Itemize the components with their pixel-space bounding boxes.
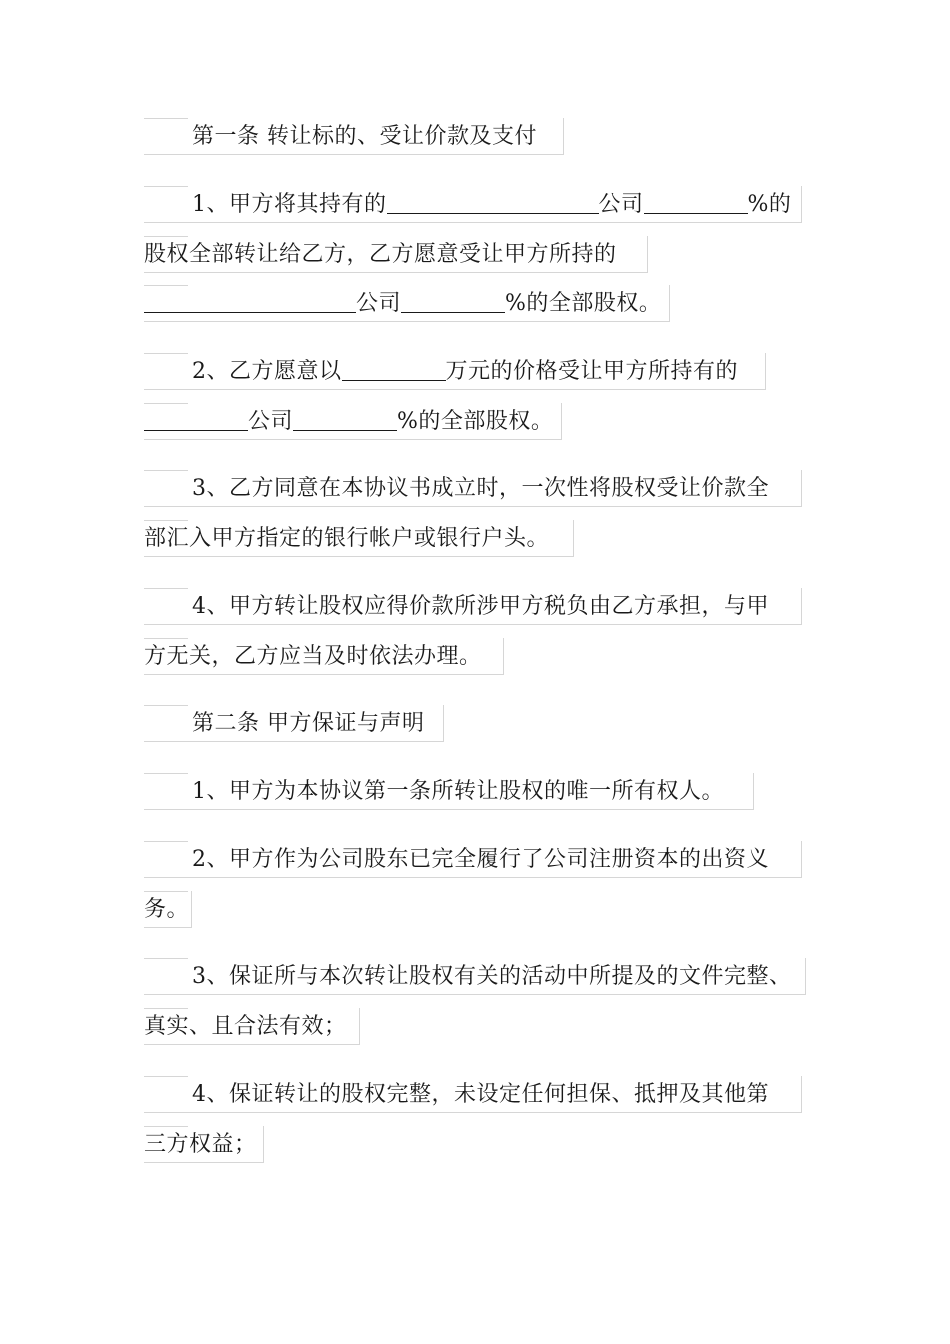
a2-p3-line1-text: 3、保证所与本次转让股权有关的活动中所提及的文件完整、 [192,964,792,989]
article1-p1-line2 [144,236,648,273]
blank-company-name[interactable] [144,406,248,431]
p4-line2-text: 方无关，乙方应当及时依法办理。 [144,644,482,669]
article1-heading [144,118,564,155]
p2-text-a: 2、乙方愿意以 [192,359,342,384]
article1-p3-line2 [144,520,574,557]
p4-line1-text: 4、甲方转让股权应得价款所涉甲方税负由乙方承担，与甲 [192,594,769,619]
article2-heading-text: 第二条 甲方保证与声明 [192,711,425,736]
article1-p3-line1 [144,470,802,507]
blank-company-name[interactable] [387,189,599,214]
a2-p2-line1-text: 2、甲方作为公司股东已完全履行了公司注册资本的出资义 [192,847,769,872]
blank-percent[interactable] [293,406,397,431]
p1-text-d: 公司 [356,291,402,316]
article2-p2-line1 [144,841,802,878]
p2-text-b: 万元的价格受让甲方所持有的 [445,359,739,384]
article1-heading-text: 第一条 转让标的、受让价款及支付 [192,124,537,149]
blank-company-name[interactable] [144,288,356,313]
p1-line2-text: 股权全部转让给乙方，乙方愿意受让甲方所持的 [144,242,617,267]
blank-percent[interactable] [644,189,748,214]
article1-p1-line1 [144,186,802,223]
p1-text-b: 公司 [598,192,644,217]
p2-text-d: %的全部股权。 [397,409,554,434]
article2-p2-line2 [144,891,192,928]
article2-p3-line2 [144,1008,360,1045]
a2-p1-line1-text: 1、甲方为本协议第一条所转让股权的唯一所有权人。 [192,779,724,804]
article1-p2-line1 [144,353,766,390]
p1-text-a: 1、甲方将其持有的 [192,192,387,217]
a2-p2-line2-text: 务。 [144,897,190,922]
article1-p2-line2 [144,403,562,440]
p3-line1-text: 3、乙方同意在本协议书成立时，一次性将股权受让价款全 [192,476,769,501]
blank-percent[interactable] [401,288,505,313]
article1-p4-line2 [144,638,504,675]
p2-text-c: 公司 [248,409,294,434]
blank-price[interactable] [342,356,446,381]
article1-p1-line3 [144,285,670,322]
p1-text-c: %的 [747,192,792,217]
p3-line2-text: 部汇入甲方指定的银行帐户或银行户头。 [144,526,550,551]
a2-p4-line2-text: 三方权益； [144,1132,257,1157]
article2-heading [144,705,444,742]
article2-p4-line1 [144,1076,802,1113]
article2-p1-line1 [144,773,754,810]
a2-p3-line2-text: 真实、且合法有效； [144,1014,347,1039]
article1-p4-line1 [144,588,802,625]
article2-p3-line1 [144,958,806,995]
p1-text-e: %的全部股权。 [505,291,662,316]
a2-p4-line1-text: 4、保证转让的股权完整，未设定任何担保、抵押及其他第 [192,1082,769,1107]
article2-p4-line2 [144,1126,264,1163]
